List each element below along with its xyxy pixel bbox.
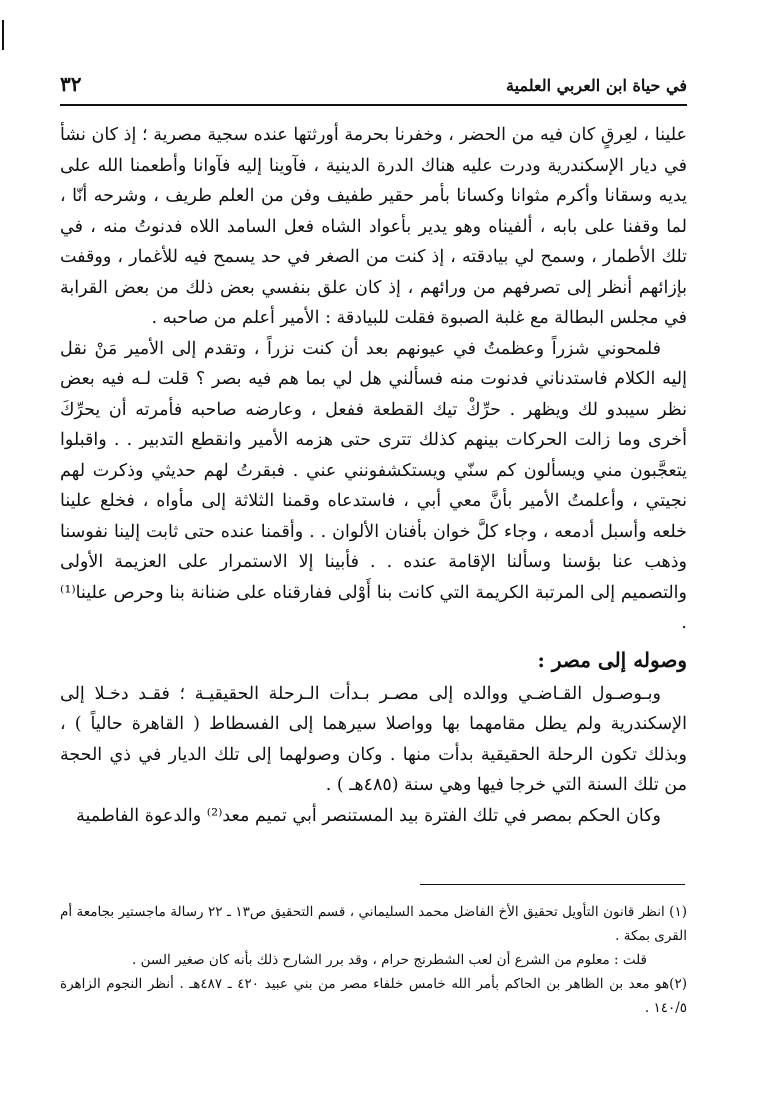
page-number: ٣٢ bbox=[60, 72, 82, 96]
main-text bbox=[60, 120, 687, 831]
paragraph: وبـوصـول القـاضـي ووالده إلى مصـر بـدأت الـرحلة الحقيقيـة ؛ فقـد دخـلا إلى الإسكندرية ولم يطل مقامهما بها وواصلا سيرهما إلى الفسطاط ( القاهرة حالياً ) ، وبذلك تكون الرحلة الحقيقية بدأت منها . وكان وصولهما إلى تلك الديار في ذي الحجة من تلك السنة التي خرجا فيها وهي سنة (٤٨٥هـ ) . bbox=[60, 683, 687, 795]
header-rule bbox=[60, 104, 687, 106]
running-title: في حياة ابن العربي العلمية bbox=[506, 76, 687, 95]
footnote-separator bbox=[420, 884, 685, 885]
footnote-note: قلت : معلوم من الشرع أن لعب الشطرنج حرام ، وقد برر الشارح ذلك بأنه كان صغير السن . bbox=[132, 952, 647, 968]
paragraph: علينا ، لعِرقٍ كان فيه من الحضر ، وخفرنا بحرمة أورثتها عنده سجية مصرية ؛ إذ كان نشأ في ديار الإسكندرية ودرت عليه هناك الدرة الدينية ، فآوينا إليه فآوانا وأطعمنا الله على يديه وسقانا وأكرم مثوانا وكسانا بأمر حقير طفيف وفن من العلم طريف ، وشرحه أنّا ، لما وقفنا على بابه ، ألفيناه وهو يدير بأعواد الشاه فعل السامد اللاه فدنوتُ منه ، في تلك الأطمار ، وسمح لي بيادقته ، إذ كنت من الصغر في حد يسمح فيه للأغمار ، ووقفت بإزائهم أنظر إلى تصرفهم من ورائهم ، إذ كان علق بنفسي بعض ذلك من بعض القرابة في مجلس البطالة مع غلبة الصبوة فقلت للبيادقة : الأمير أعلم من صاحبه . bbox=[60, 125, 687, 328]
footnote: (٢)هو معد بن الظاهر بن الحاكم بأمر الله خامس خلفاء مصر من بني عبيد ٤٢٠ ـ ٤٨٧هـ . أنظر النجوم الزاهرة ١٤٠/٥ . bbox=[60, 976, 687, 1016]
footnotes bbox=[60, 900, 687, 1020]
paragraph: فلمحوني شزراً وعظمتُ في عيونهم بعد أن كنت نزراً ، وتقدم إلى الأمير مَنْ نقل إليه الكلام فاستدناني فدنوت منه فسألني هل لي بما هم فيه بصر ؟ قلت لـه فيه بعض نظر سيبدو لك ويظهر . حرِّكْ تيك القطعة ففعل ، وعارضه صاحبه فأمرته أن يحرِّكَ أخرى وما زالت الحركات بينهم كذلك تترى حتى هزمه الأمير وانقطع التدبير . . واقبلوا يتعجَّبون مني ويسألون كم سنّي ويستكشفونني عني . فبقرتُ لهم حديثي وذكرت لهم نجيتي ، وأعلمتُ الأمير بأنَّ معي أبي ، فاستدعاه وقمنا الثلاثة إلى مأواه ، فخلع علينا خلعه وأسبل أدمعه ، وجاء كلَّ خوان بأفنان الألوان . . وأقمنا عنده حتى ثابت إلينا نفوسنا وذهب عنا بؤسنا وسألنا الإقامة عنده . . فأبينا إلا الاستمرار على العزيمة الأولى والتصميم إلى المرتبة الكريمة التي كانت بنا أَوْلى ففارقناه على ضنانة بنا وحرص علينا⁽¹⁾ . bbox=[60, 338, 687, 633]
paragraph: وكان الحكم بمصر في تلك الفترة بيد المستنصر أبي تميم معد⁽²⁾ والدعوة الفاطمية bbox=[76, 805, 661, 826]
page-edge-mark bbox=[2, 20, 4, 50]
footnote: (١) انظر قانون التأويل تحقيق الأخ الفاضل محمد السليماني ، قسم التحقيق ص١٣ ـ ٢٢ رسالة ماجستير بجامعة أم القرى بمكة . bbox=[60, 904, 687, 944]
section-heading: وصوله إلى مصر : bbox=[537, 647, 687, 672]
page-header bbox=[60, 72, 687, 102]
